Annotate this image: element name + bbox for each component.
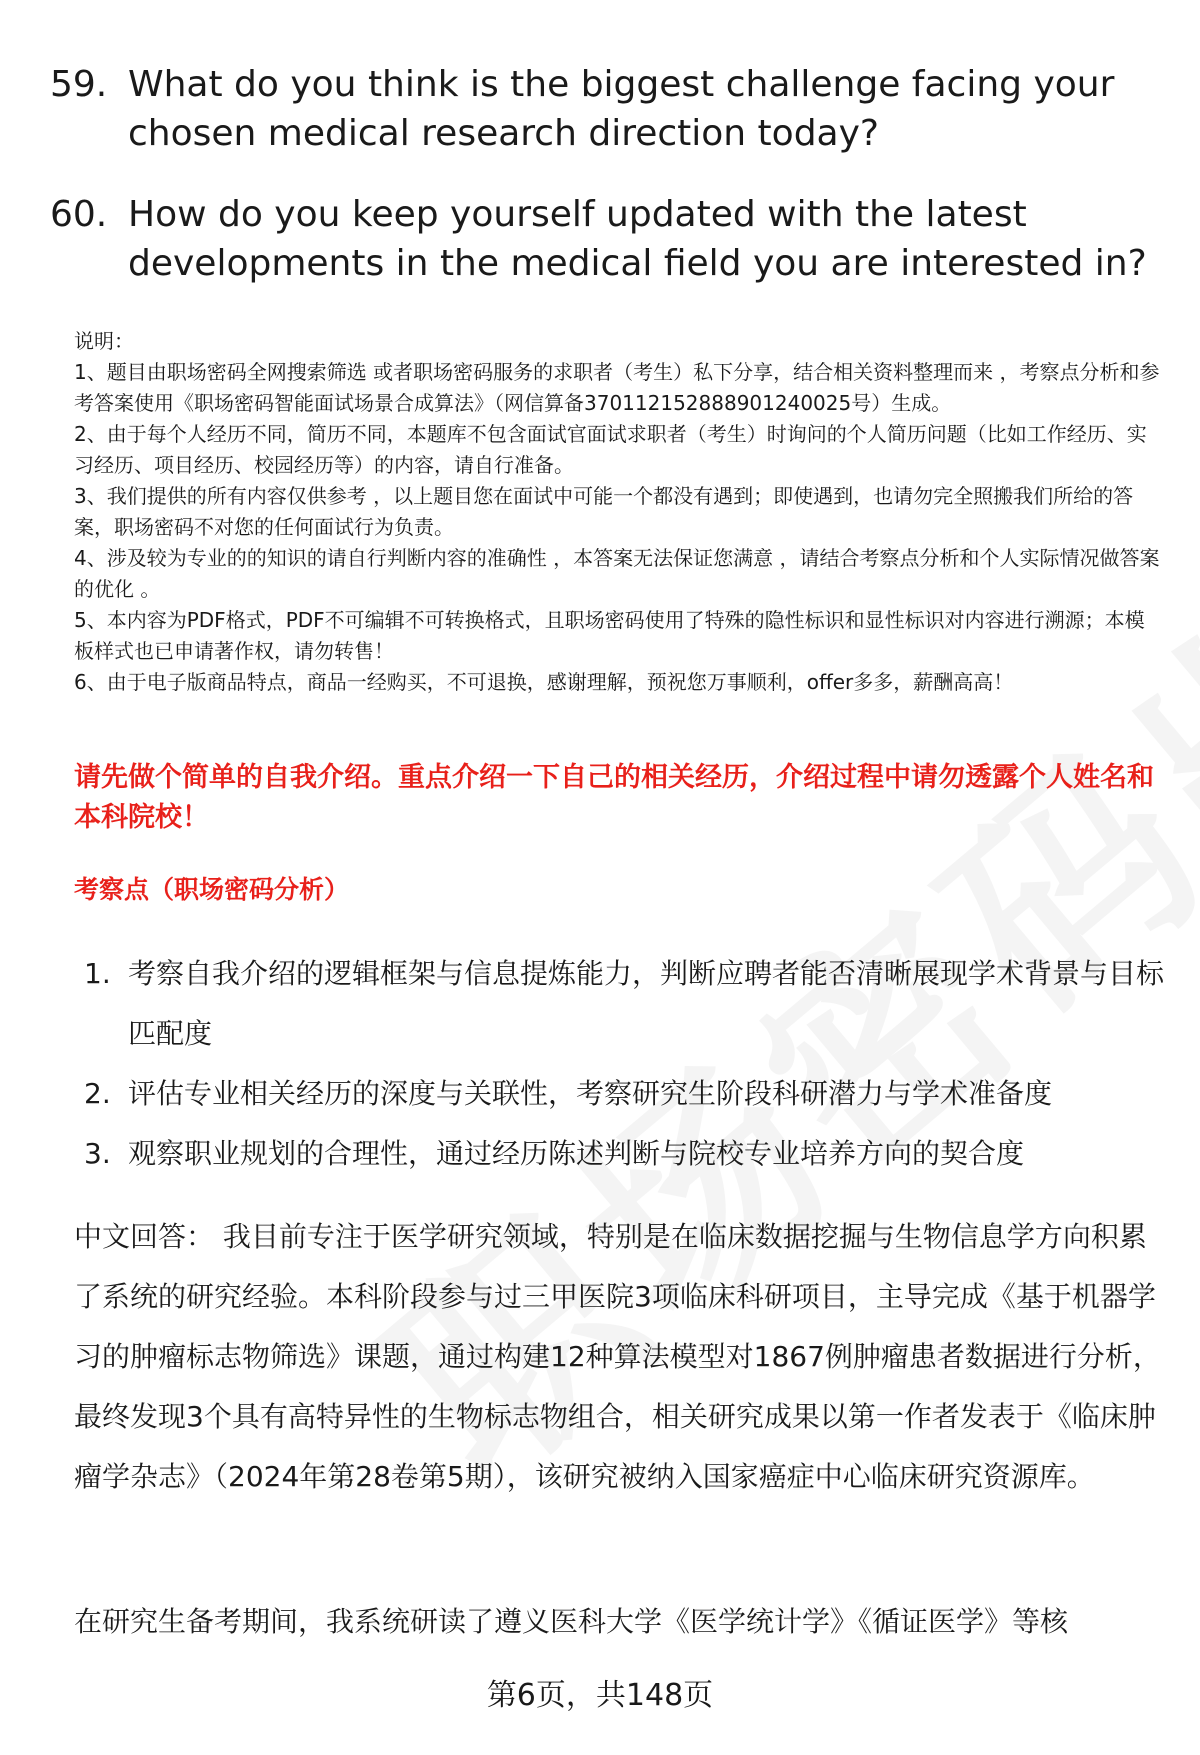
note-item: 3、我们提供的所有内容仅供参考 ，以上题目您在面试中可能一个都没有遇到；即使遇到，也请勿完全照搬我们所给的答案，职场密码不对您的任何面试行为负责。	[74, 484, 1134, 539]
analysis-point	[84, 1064, 1164, 1124]
answer-paragraph: 在研究生备考期间，我系统研读了遵义医科大学《医学统计学》《循证医学》等核	[74, 1605, 1069, 1638]
note-item: 2、由于每个人经历不同，简历不同，本题库不包含面试官面试求职者（考生）时询问的个人简历问题（比如工作经历、实习经历、项目经历、校园经历等）的内容，请自行准备。	[74, 422, 1147, 477]
point-text: 考察自我介绍的逻辑框架与信息提炼能力，判断应聘者能否清晰展现学术背景与目标匹配度	[128, 957, 1165, 1050]
point-text: 评估专业相关经历的深度与关联性，考察研究生阶段科研潜力与学术准备度	[128, 1077, 1053, 1110]
question-number: 59.	[50, 64, 108, 105]
point-number: 1.	[84, 957, 111, 990]
page-footer: 第6页，共148页	[486, 1678, 714, 1713]
note-item: 5、本内容为PDF格式，PDF不可编辑不可转换格式，且职场密码使用了特殊的隐性标识和显性标识对内容进行溯源；本模板样式也已申请著作权，请勿转售！	[74, 608, 1145, 663]
point-text: 观察职业规划的合理性，通过经历陈述判断与院校专业培养方向的契合度	[128, 1137, 1025, 1170]
interview-question: 请先做个简单的自我介绍。重点介绍一下自己的相关经历，介绍过程中请勿透露个人姓名和本科院校！	[74, 762, 1154, 833]
analysis-point	[84, 1124, 1164, 1184]
analysis-point	[84, 944, 1164, 1064]
question-number: 60.	[50, 194, 108, 235]
english-question-list	[50, 60, 1160, 320]
point-number: 3.	[84, 1137, 111, 1170]
analysis-points	[84, 944, 1164, 1184]
point-number: 2.	[84, 1077, 111, 1110]
question-item	[50, 190, 1160, 288]
note-item: 1、题目由职场密码全网搜索筛选 或者职场密码服务的求职者（考生）私下分享，结合相关资料整理而来 ，考察点分析和参考答案使用《职场密码智能面试场景合成算法》（网信算备370112152888901240025号）生成。	[74, 360, 1160, 415]
analysis-heading: 考察点（职场密码分析）	[74, 875, 350, 904]
note-item: 4、涉及较为专业的的知识的请自行判断内容的准确性 ，本答案无法保证您满意 ，请结合考察点分析和个人实际情况做答案的优化 。	[74, 546, 1160, 601]
notes-title: 说明：	[74, 329, 134, 353]
answer-paragraph: 中文回答： 我目前专注于医学研究领域，特别是在临床数据挖掘与生物信息学方向积累了系统的研究经验。本科阶段参与过三甲医院3项临床科研项目，主导完成《基于机器学习的肿瘤标志物筛选》课题，通过构建12种算法模型对1867例肿瘤患者数据进行分析，最终发现3个具有高特异性的生物标志物组合，相关研究成果以第一作者发表于《临床肿瘤学杂志》（2024年第28卷第5期），该研究被纳入国家癌症中心临床研究资源库。	[74, 1220, 1161, 1493]
note-item: 6、由于电子版商品特点，商品一经购买，不可退换，感谢理解，预祝您万事顺利，offer多多，薪酬高高！	[74, 670, 1014, 694]
question-text: How do you keep yourself updated with the latest developments in the medical field you are interested in?	[128, 194, 1147, 284]
question-item	[50, 60, 1160, 158]
notes-section	[74, 326, 1164, 698]
question-text: What do you think is the biggest challenge facing your chosen medical research direction today?	[128, 64, 1115, 154]
